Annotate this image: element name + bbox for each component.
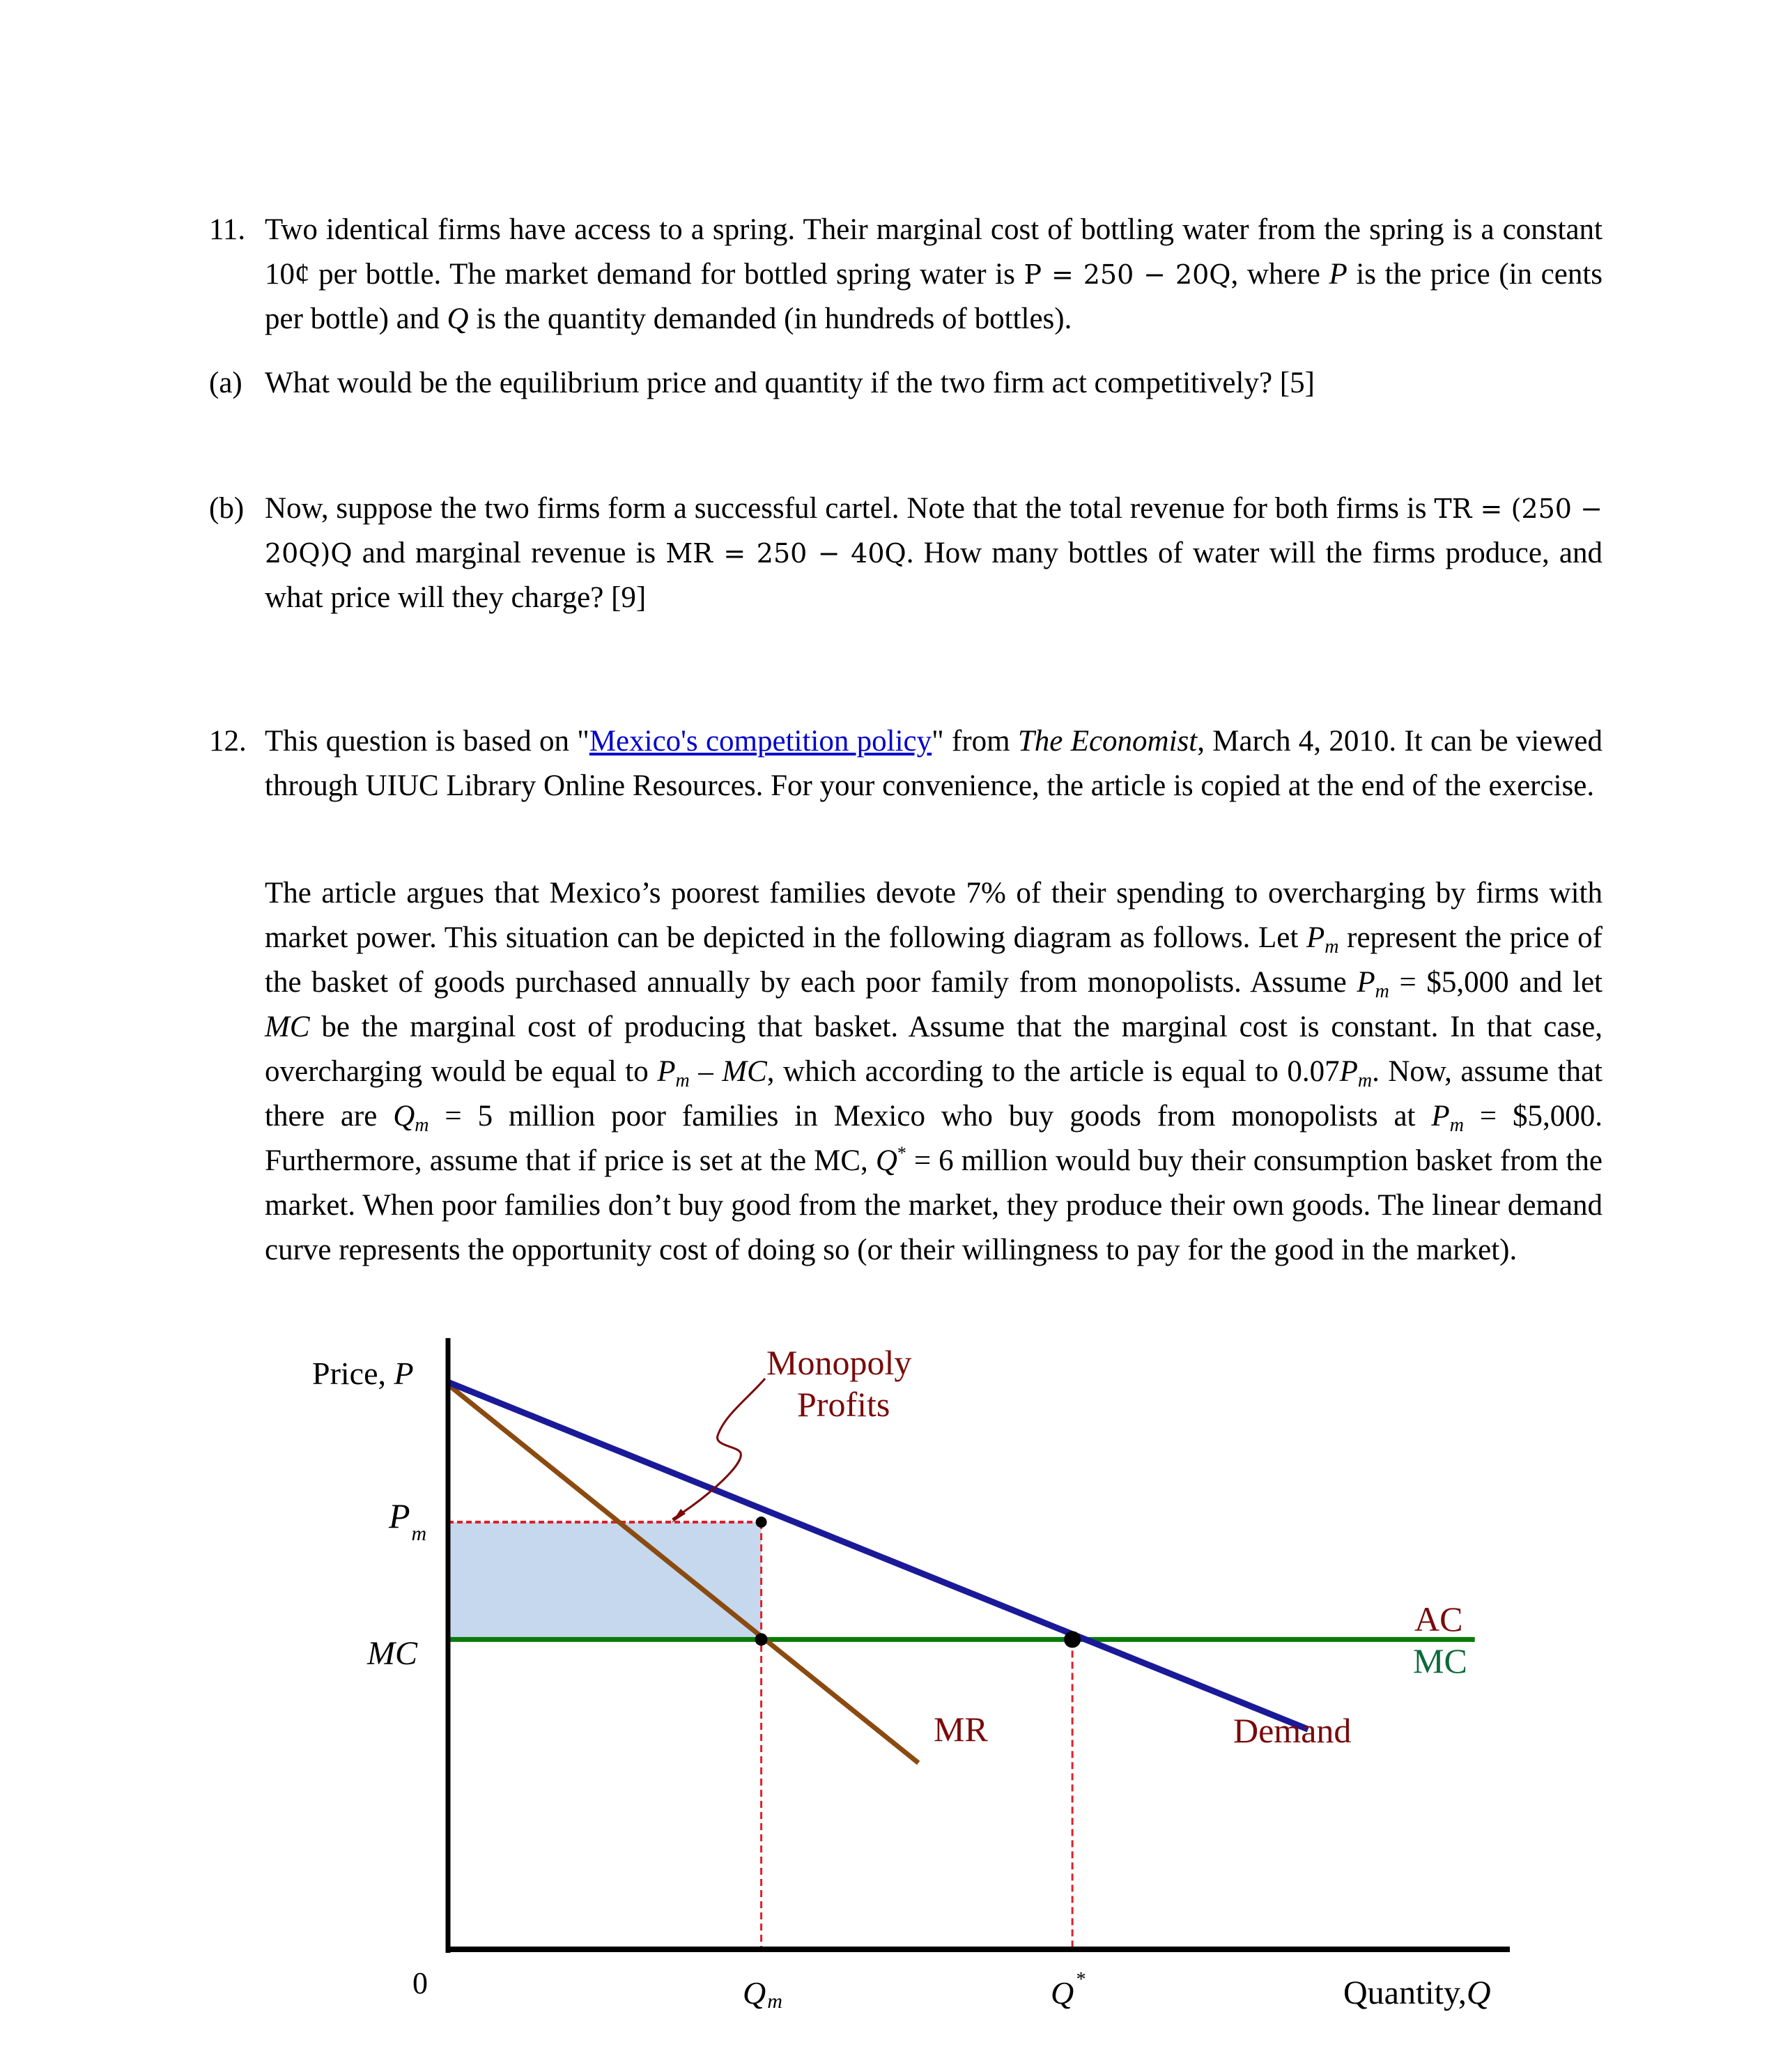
var-q: Q — [875, 1144, 897, 1177]
var-mc: MC — [722, 1055, 767, 1088]
q12-p2-1: The article argues that Mexico’s poorest families devote 7% of their spending to overcharging by firms with market power. This situation can be depicted in the following diagram as follows. Let — [265, 877, 1603, 954]
q12-p2-7: . Now, assume that there are — [265, 1055, 1603, 1133]
annotation-monopoly: Monopoly — [766, 1343, 912, 1382]
var-p: P — [1329, 258, 1348, 291]
mc-curve-label: MC — [1413, 1641, 1467, 1680]
var-q: Q — [393, 1100, 415, 1133]
q11b-text-2: and marginal revenue is — [352, 537, 666, 569]
monopoly-profit-area — [448, 1522, 762, 1639]
question-11a-label: (a) — [209, 367, 242, 399]
competitive-point — [1064, 1631, 1081, 1648]
question-11-number: 11. — [209, 213, 246, 246]
q12-p2-9: = $5,000. Furthermore, assume that if price is set at the MC, — [265, 1100, 1603, 1177]
question-11b-label: (b) — [209, 492, 245, 525]
sub-m: m — [675, 1070, 690, 1091]
sub-m: m — [1375, 981, 1389, 1002]
sub-m: m — [1325, 936, 1339, 958]
q12-p2-2: represent the price of the basket of goods purchased annually by each poor family from monopolists. Assume — [265, 921, 1603, 999]
source-name: The Economist — [1017, 725, 1198, 758]
qstar-tick-label: Q* — [1051, 1969, 1086, 2011]
var-mc: MC — [265, 1011, 310, 1043]
q12-p2-5: – — [689, 1055, 723, 1088]
q11-text-4: is the quantity demanded (in hundreds of bottles). — [468, 302, 1072, 335]
x-axis-label: Quantity,Q — [1343, 1974, 1491, 2011]
ac-label: AC — [1414, 1599, 1463, 1639]
sub-m: m — [415, 1114, 429, 1136]
qm-tick-label: Qm — [743, 1975, 782, 2013]
tr-equation: TR = (250 − 20Q)Q — [265, 493, 1603, 569]
sub-m: m — [1449, 1114, 1464, 1136]
pm-tick-label: $P_m$ — [389, 1496, 427, 1545]
q12-p2-3: = $5,000 and let — [1389, 966, 1603, 999]
mr-equation: MR = 250 − 40Q — [665, 538, 906, 569]
q12-p2-6: , which according to the article is equal to 0.07 — [766, 1055, 1340, 1088]
q11-text-1: Two identical firms have access to a spring. Their marginal cost of bottling water from the spring is a constant 10¢ per bottle. The market demand for bottled spring water is — [265, 213, 1603, 291]
var-p: P — [1431, 1100, 1450, 1133]
var-p: P — [1339, 1055, 1358, 1088]
q11b-text-1: Now, suppose the two firms form a successful cartel. Note that the total revenue for both firms is — [265, 492, 1435, 525]
demand-label: Demand — [1233, 1711, 1352, 1750]
question-11a-text: What would be the equilibrium price and quantity if the two firm act competitively? [5] — [265, 367, 1315, 399]
q11-text-2: , where — [1230, 258, 1329, 291]
var-p: P — [657, 1055, 676, 1088]
var-p: P — [1306, 921, 1325, 954]
q12-p2-8: = 5 million poor families in Mexico who buy goods from monopolists at — [428, 1100, 1432, 1133]
demand-equation: P = 250 − 20Q — [1024, 259, 1231, 290]
sub-m: m — [1357, 1070, 1373, 1091]
q12-text-1: This question is based on " — [265, 725, 589, 758]
question-12-number: 12. — [209, 725, 247, 758]
sup-star: * — [897, 1143, 906, 1163]
mr-mc-point — [755, 1633, 768, 1645]
mr-label: MR — [934, 1710, 988, 1749]
mc-tick-label: MC — [367, 1635, 417, 1672]
y-axis-label: Price, P — [312, 1356, 414, 1391]
q11-text-3: is the price (in cents per bottle) and — [265, 258, 1603, 335]
var-p: P — [1357, 966, 1375, 999]
annotation-profits: Profits — [797, 1385, 890, 1424]
var-q: Q — [447, 302, 469, 335]
q12-p2-10: = 6 million would buy their consumption basket from the market. When poor families don’t buy good from the market, they produce their own goods. The linear demand curve represents the opportunity cost of doing so (or their willingness to pay for the good in the market). — [265, 1144, 1603, 1266]
origin-label: 0 — [412, 1966, 428, 2000]
q12-text-3: , March 4, 2010. It can be viewed through UIUC Library Online Resources. For your convenience, the article is copied at the end of the exercise. — [265, 725, 1603, 802]
article-link[interactable]: Mexico's competition policy — [589, 725, 932, 758]
monopoly-point — [756, 1517, 767, 1528]
q12-text-2: " from — [932, 725, 1018, 758]
q12-p2-4: be the marginal cost of producing that basket. Assume that the marginal cost is constant. In that case, overcharging would be equal to — [265, 1011, 1603, 1088]
q11b-text-3: . How many bottles of water will the firms produce, and what price will they charge? [9] — [265, 537, 1603, 614]
annotation-arrow-icon — [672, 1379, 765, 1519]
